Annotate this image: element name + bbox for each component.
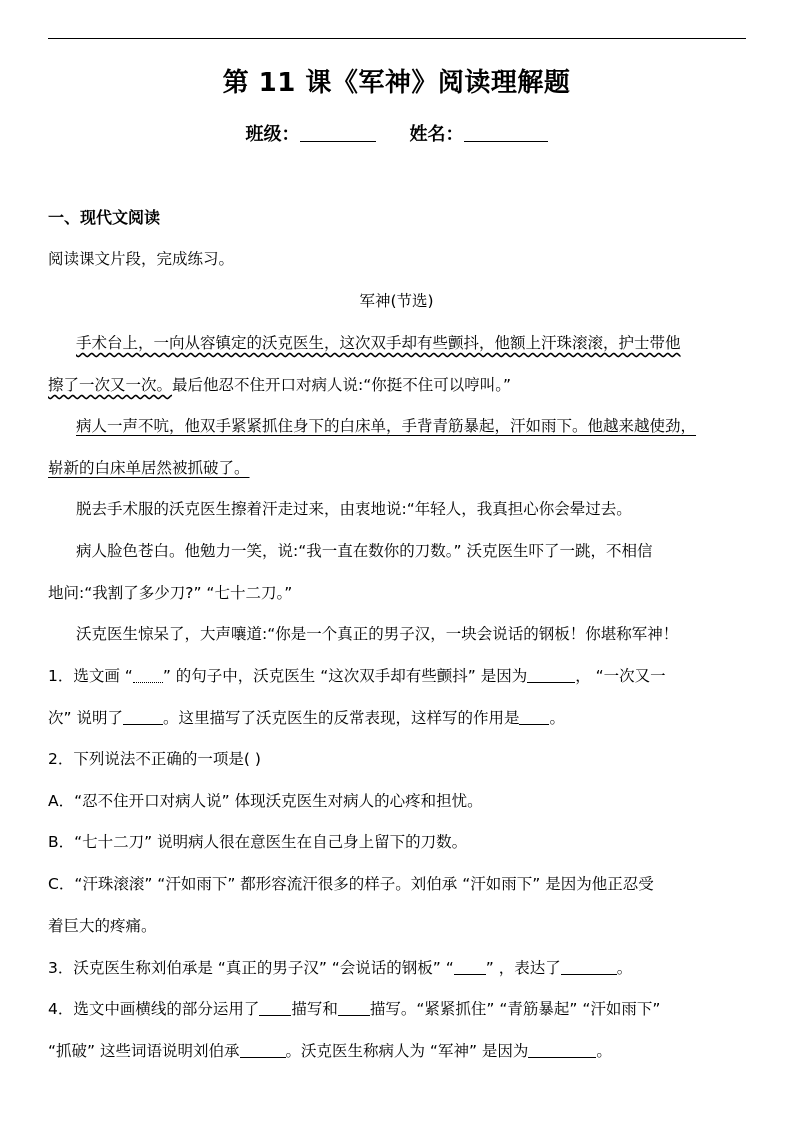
passage-title: 军神(节选) (359, 292, 434, 310)
wavy-sentence: 擦了一次又一次。 (48, 376, 173, 394)
question-2: 2．下列说法不正确的一项是( ) (48, 750, 261, 768)
class-field[interactable] (300, 123, 376, 142)
answer-blank[interactable] (240, 1041, 286, 1058)
answer-blank[interactable] (519, 708, 549, 725)
option-a[interactable]: A．“忍不住开口对病人说” 体现沃克医生对病人的心疼和担忧。 (48, 792, 483, 810)
passage-line (48, 456, 748, 478)
answer-blank[interactable] (123, 708, 163, 725)
answer-blank[interactable] (528, 1041, 596, 1058)
question-4: 4．选文中画横线的部分运用了 描写和 描写。“紧紧抓住” “青筋暴起” “汗如雨下” (48, 1000, 661, 1018)
wavy-mark (133, 668, 163, 683)
answer-blank[interactable] (454, 958, 486, 975)
passage-line: 病人脸色苍白。他勉力一笑，说:“我一直在数你的刀数。” 沃克医生吓了一跳，不相信 (76, 542, 653, 560)
question-3: 3．沃克医生称刘伯承是 “真正的男子汉” “会说话的钢板” “ ” ，表达了 。 (48, 959, 633, 977)
page-title: 第 11 课《军神》阅读理解题 (222, 68, 571, 98)
instruction: 阅读课文片段，完成练习。 (48, 250, 235, 268)
passage-line: 擦了一次又一次。最后他忍不住开口对病人说:“你挺不住可以哼叫。” (48, 376, 512, 394)
answer-blank[interactable] (561, 958, 617, 975)
question-1: 1．选文画 “ ” 的句子中，沃克医生 “这次双手却有些颤抖” 是因为 ， “一次又一 (48, 667, 666, 685)
answer-blank[interactable] (527, 666, 575, 683)
name-label: 姓名： (409, 124, 464, 145)
underlined-sentence: 崭新的白床单居然被抓破了。 (48, 459, 250, 477)
answer-blank[interactable] (259, 999, 291, 1016)
class-label: 班级： (245, 124, 300, 145)
section-heading: 一、现代文阅读 (48, 208, 161, 227)
option-c[interactable]: C．“汗珠滚滚” “汗如雨下” 都形容流汗很多的样子。刘伯承 “汗如雨下” 是因为他正忍受 (48, 875, 654, 893)
wavy-sentence: 手术台上，一向从容镇定的沃克医生，这次双手却有些颤抖，他额上汗珠滚滚，护士带他 (76, 334, 681, 352)
question-4-cont: “抓破” 这些词语说明刘伯承 。沃克医生称病人为 “军神” 是因为 。 (48, 1042, 612, 1060)
passage-line: 脱去手术服的沃克医生擦着汗走过来，由衷地说:“年轻人，我真担心你会晕过去。 (76, 500, 632, 518)
name-field[interactable] (464, 123, 548, 142)
option-c-cont: 着巨大的疼痛。 (48, 917, 157, 935)
option-b[interactable]: B．“七十二刀” 说明病人很在意医生在自己身上留下的刀数。 (48, 833, 468, 851)
passage-line (48, 414, 748, 436)
answer-blank[interactable] (338, 999, 370, 1016)
passage-line: 沃克医生惊呆了，大声嚷道:“你是一个真正的男子汉，一块会说话的钢板！你堪称军神！ (76, 625, 679, 643)
student-info (0, 120, 793, 146)
underlined-sentence: 病人一声不吭，他双手紧紧抓住身下的白床单，手背青筋暴起，汗如雨下。他越来越使劲， (76, 417, 697, 435)
passage-line (48, 331, 748, 353)
question-1-cont: 次” 说明了 。这里描写了沃克医生的反常表现，这样写的作用是 。 (48, 709, 565, 727)
passage-line: 地问:“我割了多少刀?” “七十二刀。” (48, 584, 293, 602)
header-rule (48, 38, 746, 39)
